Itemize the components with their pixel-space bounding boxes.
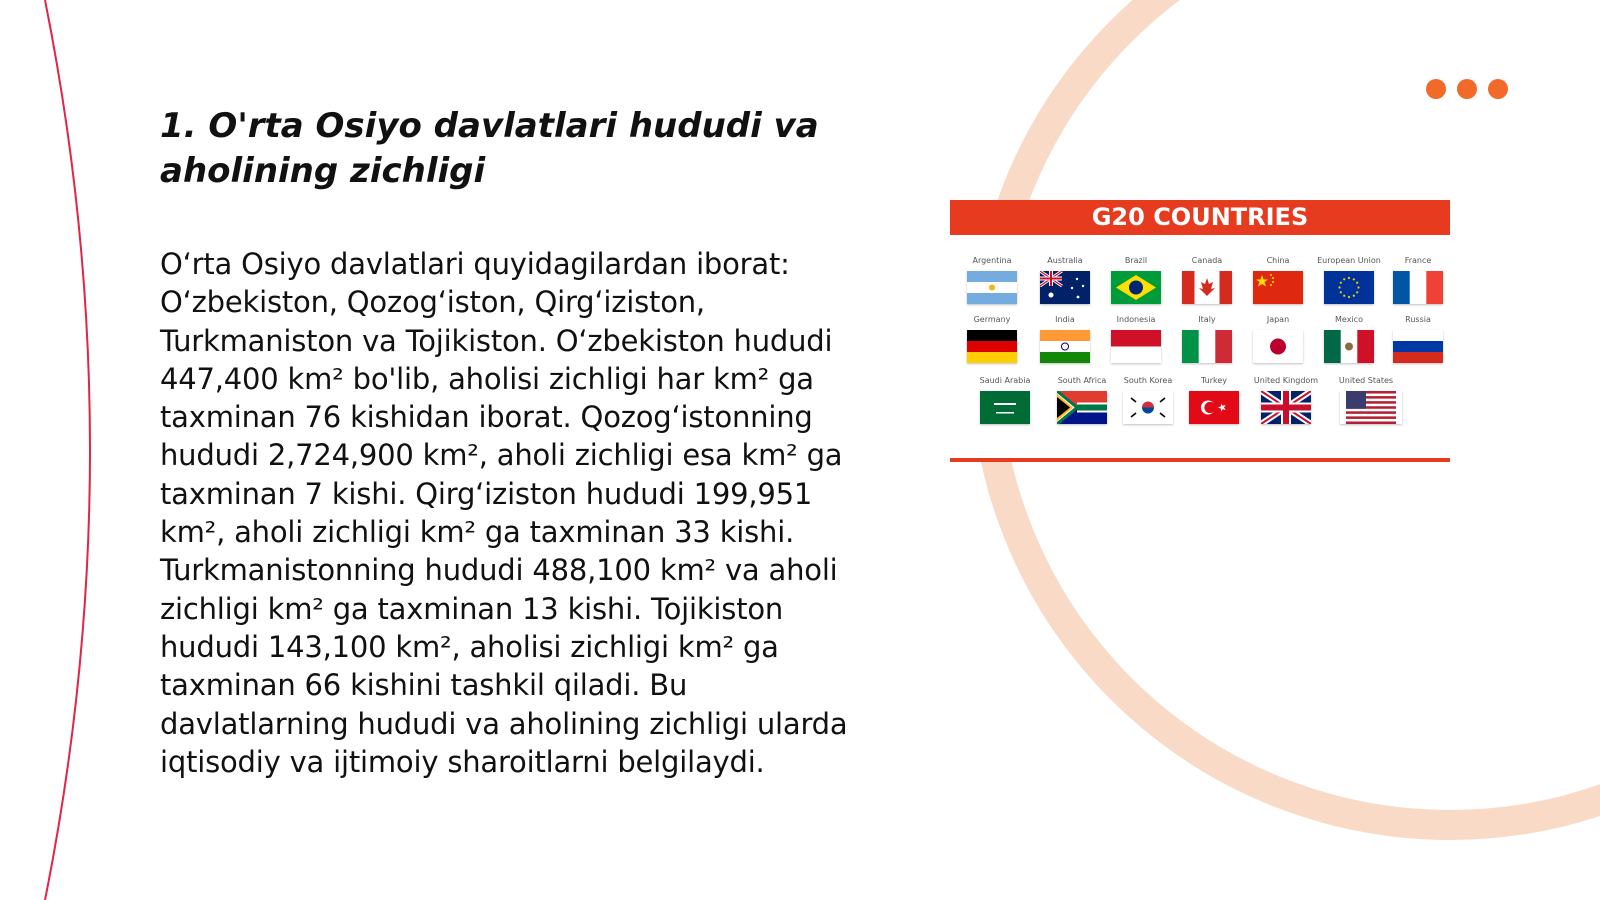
brazil-flag-icon <box>1111 271 1161 304</box>
menu-dots <box>1426 79 1508 99</box>
flag-china <box>1252 255 1304 304</box>
russia-flag-icon <box>1393 330 1443 363</box>
mexico-flag-icon <box>1324 330 1374 363</box>
indonesia-flag-icon <box>1111 330 1161 363</box>
g20-heading: G20 COUNTRIES <box>950 200 1450 235</box>
flag-argentina <box>966 255 1018 304</box>
country-label: India <box>1055 315 1075 324</box>
flag-united-states <box>1340 375 1392 424</box>
flag-germany <box>966 314 1018 363</box>
south-africa-flag-icon <box>1057 391 1107 424</box>
country-label: Canada <box>1191 256 1223 265</box>
flag-australia <box>1039 255 1091 304</box>
flag-south-korea <box>1122 375 1174 424</box>
country-label: South Korea <box>1123 376 1173 385</box>
slide-title: 1. O'rta Osiyo davlatlari hududi va aholining zichligi <box>160 106 819 191</box>
flag-european-union <box>1317 255 1381 304</box>
flag-south-africa <box>1056 375 1108 424</box>
china-flag-icon <box>1253 271 1303 304</box>
india-flag-icon <box>1040 330 1090 363</box>
country-label: Germany <box>973 315 1011 324</box>
country-label: Russia <box>1405 315 1431 324</box>
g20-image <box>950 200 1450 462</box>
flag-united-kingdom <box>1253 375 1319 424</box>
flag-brazil <box>1110 255 1162 304</box>
left-edge-curve <box>45 0 90 900</box>
country-label: Turkey <box>1200 376 1228 385</box>
flag-france <box>1392 255 1444 304</box>
country-label: Italy <box>1198 315 1216 324</box>
flag-italy <box>1181 314 1233 363</box>
country-label: China <box>1266 256 1290 265</box>
eu-flag-icon <box>1324 271 1374 304</box>
saudi-arabia-flag-icon <box>980 391 1030 424</box>
country-label: France <box>1404 256 1432 265</box>
flag-mexico <box>1323 314 1375 363</box>
flag-japan <box>1252 314 1304 363</box>
flag-india <box>1039 314 1091 363</box>
country-label: Australia <box>1047 256 1083 265</box>
south-korea-flag-icon <box>1123 391 1173 424</box>
dot-icon <box>1426 79 1446 99</box>
country-label: European Union <box>1317 256 1381 265</box>
country-label: United States <box>1338 376 1394 385</box>
turkey-flag-icon <box>1189 391 1239 424</box>
dot-icon <box>1457 79 1477 99</box>
flag-saudi-arabia <box>979 375 1031 424</box>
united-states-flag-icon <box>1340 391 1402 424</box>
country-label: Mexico <box>1335 315 1363 324</box>
country-label: Japan <box>1266 315 1290 324</box>
flag-turkey <box>1188 375 1240 424</box>
canada-flag-icon <box>1182 271 1232 304</box>
france-flag-icon <box>1393 271 1443 304</box>
country-label: Saudi Arabia <box>979 376 1031 385</box>
argentina-flag-icon <box>967 271 1017 304</box>
united-kingdom-flag-icon <box>1261 391 1311 424</box>
card-bottom-rule <box>950 458 1450 462</box>
italy-flag-icon <box>1182 330 1232 363</box>
japan-flag-icon <box>1253 330 1303 363</box>
dot-icon <box>1488 79 1508 99</box>
country-label: United Kingdom <box>1253 376 1319 385</box>
australia-flag-icon <box>1040 271 1090 304</box>
germany-flag-icon <box>967 330 1017 363</box>
country-label: South Africa <box>1057 376 1107 385</box>
country-label: Indonesia <box>1116 315 1156 324</box>
country-label: Brazil <box>1124 256 1148 265</box>
flag-russia <box>1392 314 1444 363</box>
country-label: Argentina <box>972 256 1012 265</box>
flag-canada <box>1181 255 1233 304</box>
slide-body-text: O‘rta Osiyo davlatlari quyidagilardan iborat: O‘zbekiston, Qozog‘iston, Qirg‘iziston, Turkmaniston va Tojikiston. O‘zbekiston hududi 447,400 km² bo'lib, aholisi zichligi har km² ga taxminan 76 kishidan iborat. Qozog‘istonning hududi 2,724,900 km², aholi zichligi esa km² ga taxminan 7 kishi. Qirg‘iziston hududi 199,951 km², aholi zichligi km² ga taxminan 33 kishi. Turkmanistonning hududi 488,100 km² va aholi zichligi km² ga taxminan 13 kishi. Tojikiston hududi 143,100 km², aholisi zichligi km² ga taxminan 66 kishini tashkil qiladi. Bu davlatlarning hududi va aholining zichligi ularda iqtisodiy va ijtimoiy sharoitlarni belgilaydi. <box>160 247 848 779</box>
flag-indonesia <box>1110 314 1162 363</box>
